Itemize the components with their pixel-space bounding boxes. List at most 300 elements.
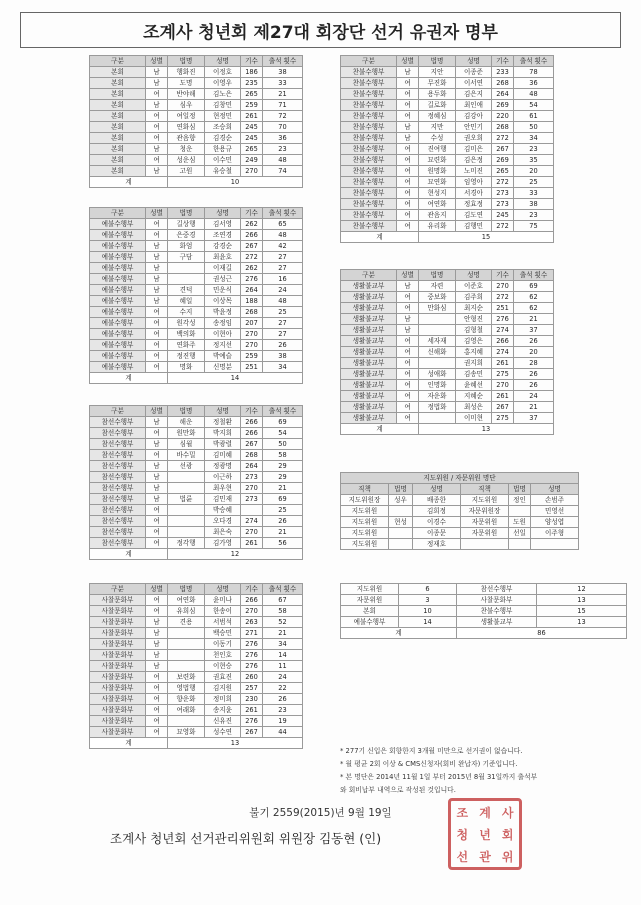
table-cell: 참선수행부 <box>90 417 146 428</box>
table-row <box>341 292 554 303</box>
table-cell: 여 <box>397 199 419 210</box>
table-cell: 269 <box>492 100 514 111</box>
table-cell: 38 <box>263 351 303 362</box>
table-row <box>341 517 579 528</box>
table-cell: 남 <box>397 325 419 336</box>
table-cell: 찬불수행부 <box>341 210 397 221</box>
table-cell: 원명화 <box>419 166 456 177</box>
table-cell: 사찰문화부 <box>90 606 146 617</box>
table-cell: 여 <box>146 505 168 516</box>
table-cell: 자련 <box>419 281 456 292</box>
header-cell: 성명 <box>205 56 241 67</box>
table-cell: 지만 <box>419 122 456 133</box>
table-row <box>341 100 554 111</box>
table-cell: 지도위원 <box>341 517 389 528</box>
table-header-row <box>341 56 554 67</box>
table-cell: 여 <box>397 380 419 391</box>
table-cell: 현정민 <box>205 111 241 122</box>
table-cell: 268 <box>241 450 263 461</box>
table-cell: 여 <box>146 727 168 738</box>
table-cell: 찬불수행부 <box>341 111 397 122</box>
table-cell: 207 <box>241 318 263 329</box>
table-cell: 본회 <box>90 111 146 122</box>
table-cell: 찬불수행부 <box>341 67 397 78</box>
table-cell: 이현아 <box>205 329 241 340</box>
table-cell: 16 <box>263 274 303 285</box>
table-cell: 김강아 <box>456 111 492 122</box>
table-cell: 백의화 <box>168 329 205 340</box>
table-cell: 사찰문화부 <box>90 650 146 661</box>
table-cell: 본회 <box>90 89 146 100</box>
table-cell: 여 <box>146 362 168 373</box>
table-row <box>90 362 303 373</box>
table-cell: 자문위원 <box>461 517 509 528</box>
table-cell: 남 <box>146 285 168 296</box>
table-cell: 남 <box>146 263 168 274</box>
table-cell: 최성은 <box>456 402 492 413</box>
table-cell: 268 <box>492 78 514 89</box>
table-cell: 42 <box>263 241 303 252</box>
table-cell: 화엄 <box>168 241 205 252</box>
table-cell: 여 <box>146 219 168 230</box>
table-cell: 58 <box>263 606 303 617</box>
seal-char: 계 <box>479 805 491 820</box>
table-cell: 27 <box>263 329 303 340</box>
table-cell: 사찰문화부 <box>90 672 146 683</box>
table-cell: 연화주 <box>168 340 205 351</box>
table-cell: 61 <box>514 111 554 122</box>
header-cell: 기수 <box>492 270 514 281</box>
table-cell: 23 <box>514 144 554 155</box>
table-cell: 여 <box>146 111 168 122</box>
table-cell <box>168 472 205 483</box>
table-cell: 남 <box>146 78 168 89</box>
table-cell: 272 <box>241 252 263 263</box>
table-cell: 20 <box>514 347 554 358</box>
table-cell: 272 <box>492 177 514 188</box>
table-cell: 생활불교부 <box>341 336 397 347</box>
table-cell: 여 <box>146 716 168 727</box>
summary-cell: 3 <box>399 595 457 606</box>
table-cell: 265 <box>241 144 263 155</box>
table-cell: 본회 <box>90 67 146 78</box>
table-cell: 박지희 <box>205 428 241 439</box>
table-cell: 267 <box>492 144 514 155</box>
adviser-title: 지도위원 / 자문위원 명단 <box>341 473 579 484</box>
table-cell: 230 <box>241 694 263 705</box>
table-cell: 성애화 <box>419 369 456 380</box>
table-cell: 여 <box>397 358 419 369</box>
voter-table <box>340 55 554 243</box>
table-cell: 여 <box>146 694 168 705</box>
table-cell: 여 <box>397 336 419 347</box>
summary-cell: 사찰문화부 <box>457 595 537 606</box>
table-cell: 중보화 <box>419 292 456 303</box>
table-cell: 찬불수행부 <box>341 133 397 144</box>
table-row <box>341 281 554 292</box>
table-cell: 여 <box>146 307 168 318</box>
table-cell: 정재호 <box>413 539 461 550</box>
table-row <box>90 483 303 494</box>
header-cell: 법명 <box>168 584 205 595</box>
table-cell: 여 <box>397 221 419 232</box>
table-row <box>341 111 554 122</box>
table-row <box>90 450 303 461</box>
table-cell: 예불수행부 <box>90 340 146 351</box>
table-header-row <box>341 484 579 495</box>
table-cell: 홍지혜 <box>456 347 492 358</box>
table-row <box>341 380 554 391</box>
table-cell: 본회 <box>90 100 146 111</box>
table-cell: 249 <box>241 155 263 166</box>
table-cell: 52 <box>263 617 303 628</box>
table-row <box>90 122 303 133</box>
total-value: 12 <box>168 549 303 560</box>
summary-cell: 13 <box>537 617 627 628</box>
table-cell: 261 <box>492 391 514 402</box>
table-cell: 남 <box>397 281 419 292</box>
table-cell: 남 <box>146 483 168 494</box>
table-cell: 273 <box>492 188 514 199</box>
table-cell: 고원 <box>168 166 205 177</box>
table-row <box>90 494 303 505</box>
table-cell: 남 <box>146 650 168 661</box>
table-cell: 이정호 <box>205 67 241 78</box>
table-cell: 세자재 <box>419 336 456 347</box>
table-cell: 261 <box>492 358 514 369</box>
header-cell: 구분 <box>90 208 146 219</box>
table-cell <box>168 505 205 516</box>
table-cell: 74 <box>263 166 303 177</box>
summary-cell: 14 <box>399 617 457 628</box>
table-cell: 남 <box>397 122 419 133</box>
total-value: 86 <box>457 628 627 639</box>
table-cell: 44 <box>263 727 303 738</box>
table-cell: 권효진 <box>205 672 241 683</box>
table-cell: 274 <box>241 516 263 527</box>
table-cell: 오다경 <box>205 516 241 527</box>
table-cell: 267 <box>241 727 263 738</box>
table-row <box>90 628 303 639</box>
table-cell: 여 <box>146 516 168 527</box>
table-cell: 정철환 <box>205 417 241 428</box>
table-cell: 남 <box>146 100 168 111</box>
table-cell: 270 <box>241 340 263 351</box>
table-cell: 264 <box>241 461 263 472</box>
adviser-title-row <box>341 473 579 484</box>
summary-table <box>340 583 627 639</box>
table-cell: 261 <box>241 111 263 122</box>
table-cell <box>241 505 263 516</box>
table-cell: 259 <box>241 100 263 111</box>
table-cell: 261 <box>241 705 263 716</box>
table-cell: 여 <box>146 340 168 351</box>
table-cell: 여 <box>397 369 419 380</box>
table-cell: 찬불수행부 <box>341 122 397 133</box>
table-cell: 24 <box>263 285 303 296</box>
header-cell: 법명 <box>389 484 413 495</box>
table-cell: 박윤정 <box>205 307 241 318</box>
total-row <box>90 549 303 560</box>
table-row <box>341 221 554 232</box>
table-cell: 보련화 <box>168 672 205 683</box>
seal-char: 위 <box>501 849 514 864</box>
table-cell: 270 <box>241 483 263 494</box>
table-cell: 찬불수행부 <box>341 199 397 210</box>
table-cell: 11 <box>263 661 303 672</box>
seal-char: 조 <box>456 805 469 820</box>
table-cell: 26 <box>263 694 303 705</box>
table-cell: 14 <box>263 650 303 661</box>
table-cell: 24 <box>263 672 303 683</box>
table-cell: 이미현 <box>456 413 492 424</box>
table-cell: 신해화 <box>419 347 456 358</box>
table-row <box>341 528 579 539</box>
table-row <box>90 296 303 307</box>
total-label: 계 <box>341 424 419 435</box>
table-cell: 26 <box>514 380 554 391</box>
table-cell: 윤혜선 <box>456 380 492 391</box>
table-cell: 정효정 <box>456 199 492 210</box>
table-cell: 지도위원 <box>461 495 509 506</box>
table-cell: 이경수 <box>413 517 461 528</box>
table-cell: 245 <box>492 210 514 221</box>
table-row <box>90 340 303 351</box>
table-cell: 20 <box>514 166 554 177</box>
table-cell: 261 <box>241 538 263 549</box>
table-cell: 여일정 <box>168 111 205 122</box>
summary-cell: 본회 <box>341 606 399 617</box>
table-cell: 예불수행부 <box>90 252 146 263</box>
table-cell: 23 <box>514 210 554 221</box>
table-cell: 268 <box>492 122 514 133</box>
table-cell <box>461 539 509 550</box>
table-cell: 여 <box>397 111 419 122</box>
table-cell: 남 <box>146 67 168 78</box>
table-cell: 찬불수행부 <box>341 166 397 177</box>
voter-table <box>89 583 303 749</box>
table-cell: 272 <box>492 292 514 303</box>
table-cell: 여 <box>146 329 168 340</box>
table-cell: 여 <box>146 351 168 362</box>
table-cell: 275 <box>492 413 514 424</box>
table-row <box>90 67 303 78</box>
summary-cell: 10 <box>399 606 457 617</box>
table-cell: 예불수행부 <box>90 296 146 307</box>
table-cell: 최윤호 <box>205 252 241 263</box>
voter-table <box>89 405 303 560</box>
table-row <box>90 661 303 672</box>
table-cell <box>419 413 456 424</box>
table-cell: 남 <box>397 314 419 325</box>
table-cell: 여 <box>397 166 419 177</box>
table-cell: 여 <box>397 391 419 402</box>
total-row <box>341 628 627 639</box>
table-cell: 276 <box>492 314 514 325</box>
table-cell: 김창민 <box>205 100 241 111</box>
total-row <box>90 738 303 749</box>
table-cell: 69 <box>263 417 303 428</box>
table-cell: 여 <box>397 144 419 155</box>
table-cell: 276 <box>241 716 263 727</box>
table-cell: 여 <box>397 89 419 100</box>
table-cell: 72 <box>263 111 303 122</box>
table-cell: 은중경 <box>168 230 205 241</box>
table-cell: 김서영 <box>205 219 241 230</box>
table-cell: 송정임 <box>205 318 241 329</box>
table-cell: 남 <box>146 417 168 428</box>
table-cell: 생활불교부 <box>341 369 397 380</box>
table-row <box>90 461 303 472</box>
table-row <box>90 683 303 694</box>
table-cell <box>168 263 205 274</box>
header-cell: 법명 <box>168 406 205 417</box>
table-cell: 생활불교부 <box>341 413 397 424</box>
table-row <box>90 252 303 263</box>
table-cell: 67 <box>263 595 303 606</box>
table-row <box>90 595 303 606</box>
total-value: 10 <box>168 177 303 188</box>
table-cell: 235 <box>241 78 263 89</box>
table-cell: 이현승 <box>205 661 241 672</box>
table-cell: 자문위원 <box>461 528 509 539</box>
table-cell: 무진화 <box>419 78 456 89</box>
table-row <box>341 402 554 413</box>
table-cell: 270 <box>241 329 263 340</box>
total-label: 계 <box>90 177 168 188</box>
note-line: * 월 평균 2회 이상 & CMS신청자(회비 완납자) 기준입니다. <box>340 760 518 768</box>
table-row <box>341 506 579 517</box>
table-cell: 259 <box>241 351 263 362</box>
table-cell: 정인 <box>509 495 531 506</box>
summary-row <box>341 595 627 606</box>
table-row <box>90 439 303 450</box>
table-cell: 48 <box>263 155 303 166</box>
table-cell: 묘련화 <box>419 155 456 166</box>
table-cell: 예불수행부 <box>90 351 146 362</box>
summary-cell: 자문위원 <box>341 595 399 606</box>
seal-char: 관 <box>479 849 491 864</box>
table-row <box>90 650 303 661</box>
table-cell <box>168 661 205 672</box>
table-cell: 264 <box>241 285 263 296</box>
seal-char: 회 <box>501 827 514 842</box>
table-cell: 백승민 <box>205 628 241 639</box>
table-cell: 26 <box>263 340 303 351</box>
table-cell <box>419 358 456 369</box>
table-cell: 사찰문화부 <box>90 705 146 716</box>
table-cell: 26 <box>514 336 554 347</box>
table-cell: 267 <box>241 439 263 450</box>
table-cell: 여 <box>146 606 168 617</box>
table-cell: 길로화 <box>419 100 456 111</box>
table-cell: 여래화 <box>168 705 205 716</box>
table-cell: 272 <box>492 221 514 232</box>
table-cell: 260 <box>241 672 263 683</box>
header-cell: 성별 <box>397 56 419 67</box>
table-cell: 여 <box>146 595 168 606</box>
table-cell: 여 <box>146 705 168 716</box>
table-cell <box>509 506 531 517</box>
table-cell: 성수연 <box>205 727 241 738</box>
table-cell: 270 <box>492 380 514 391</box>
table-cell: 265 <box>241 89 263 100</box>
table-cell: 262 <box>241 219 263 230</box>
table-cell: 찬불수행부 <box>341 221 397 232</box>
table-cell: 273 <box>241 494 263 505</box>
table-cell: 참선수행부 <box>90 538 146 549</box>
table-cell: 한용규 <box>205 144 241 155</box>
table-row <box>341 303 554 314</box>
table-cell: 도명 <box>168 78 205 89</box>
table-cell: 임영아 <box>456 177 492 188</box>
header-cell: 기수 <box>241 56 263 67</box>
table-cell: 김가영 <box>205 538 241 549</box>
table-cell: 강경순 <box>205 241 241 252</box>
table-cell: 274 <box>492 347 514 358</box>
table-cell: 48 <box>263 230 303 241</box>
summary-cell: 6 <box>399 584 457 595</box>
header-cell: 법명 <box>168 208 205 219</box>
summary-row <box>341 584 627 595</box>
table-cell: 생활불교부 <box>341 292 397 303</box>
table-cell: 38 <box>263 67 303 78</box>
table-cell: 69 <box>263 494 303 505</box>
table-cell: 견덕 <box>168 285 205 296</box>
table-cell: 양성엽 <box>531 517 579 528</box>
table-cell: 245 <box>241 122 263 133</box>
table-cell: 269 <box>492 155 514 166</box>
table-cell: 참선수행부 <box>90 494 146 505</box>
note-line: 와 회비납부 내역으로 작성된 것입니다. <box>340 786 456 794</box>
table-cell: 남 <box>146 241 168 252</box>
table-row <box>90 428 303 439</box>
table-cell: 여 <box>397 100 419 111</box>
table-cell: 38 <box>514 199 554 210</box>
table-cell: 성운심 <box>168 155 205 166</box>
table-cell: 270 <box>492 281 514 292</box>
table-cell <box>168 527 205 538</box>
table-cell: 김지원 <box>205 683 241 694</box>
table-row <box>341 177 554 188</box>
table-row <box>341 144 554 155</box>
total-row <box>341 232 554 243</box>
table-cell: 지안 <box>419 67 456 78</box>
table-cell: 여 <box>146 428 168 439</box>
table-cell: 이근하 <box>205 472 241 483</box>
total-row <box>341 424 554 435</box>
seal-char: 청 <box>456 827 469 842</box>
table-row <box>90 155 303 166</box>
table-row <box>341 495 579 506</box>
table-cell: 민영선 <box>531 506 579 517</box>
table-row <box>341 166 554 177</box>
table-row <box>90 538 303 549</box>
table-cell: 사찰문화부 <box>90 639 146 650</box>
table-cell: 272 <box>492 133 514 144</box>
table-row <box>90 329 303 340</box>
table-cell: 276 <box>241 661 263 672</box>
table-cell: 예불수행부 <box>90 263 146 274</box>
table-cell: 행화진 <box>168 67 205 78</box>
header-cell: 구분 <box>90 56 146 67</box>
table-cell: 지도위원 <box>341 506 389 517</box>
table-cell: 남 <box>146 274 168 285</box>
table-row <box>341 369 554 380</box>
table-cell: 묘영화 <box>168 727 205 738</box>
table-cell: 김송민 <box>456 369 492 380</box>
table-cell: 여 <box>397 188 419 199</box>
